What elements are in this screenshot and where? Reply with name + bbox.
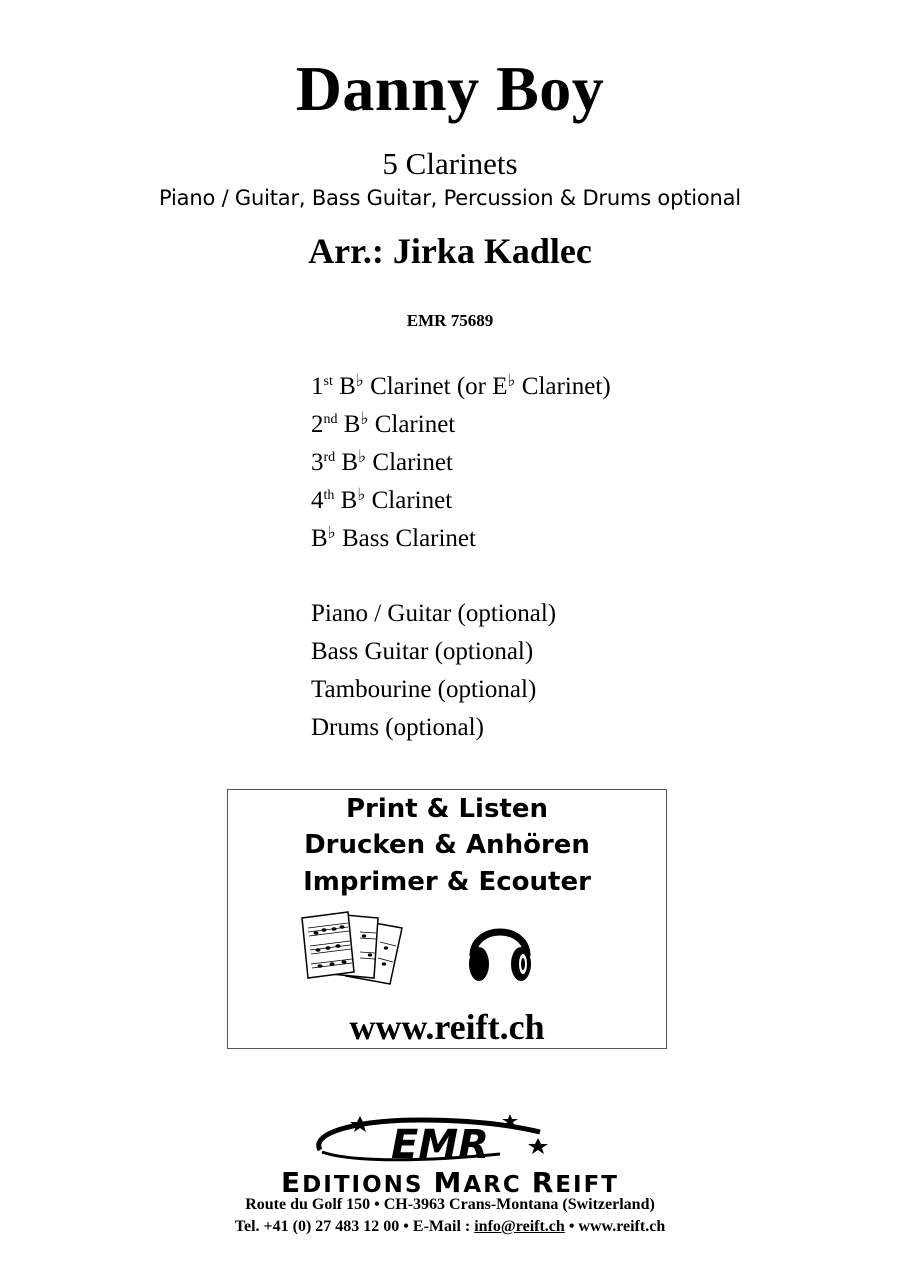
publisher-name: EDITIONS MARC REIFT (281, 1166, 619, 1199)
emr-logo (300, 1110, 600, 1170)
promo-line-en: Print & Listen (345, 794, 549, 824)
headphones-icon (465, 912, 535, 988)
optional-part: Bass Guitar (optional) (311, 638, 534, 665)
page-title: Danny Boy (295, 53, 605, 124)
optional-parts-list (311, 595, 556, 747)
flat-icon: ♭ (507, 371, 516, 390)
email-link[interactable]: info@reift.ch (474, 1218, 565, 1235)
promo-line-de: Drucken & Anhören (304, 830, 590, 860)
publisher-address: Route du Golf 150 • CH-3963 Crans-Montana (Switzerland) (245, 1196, 655, 1213)
part-3rd-clarinet: 3rd B♭ Clarinet (311, 447, 453, 476)
website-link[interactable]: www.reift.ch (349, 1007, 545, 1047)
flat-icon: ♭ (355, 371, 364, 390)
part-bass-clarinet: B♭ Bass Clarinet (311, 523, 476, 552)
arranger: Arr.: Jirka Kadlec (308, 231, 592, 271)
flat-icon: ♭ (327, 523, 336, 542)
optional-part: Tambourine (optional) (311, 676, 537, 703)
print-listen-box (227, 789, 667, 1049)
parts-list (311, 368, 611, 558)
website-text: • www.reift.ch (564, 1218, 666, 1235)
emr-logo-text: EMR (391, 1122, 489, 1168)
promo-line-fr: Imprimer & Ecouter (303, 867, 591, 897)
flat-icon: ♭ (358, 447, 367, 466)
flat-icon: ♭ (360, 409, 369, 428)
sheet-music-icon (298, 908, 410, 988)
optional-part: Drums (optional) (311, 714, 484, 741)
part-1st-clarinet: 1st B♭ Clarinet (or E♭ Clarinet) (311, 371, 611, 400)
publisher-contact: Tel. +41 (0) 27 483 12 00 • E-Mail : info@reift.ch • www.reift.ch (234, 1218, 666, 1235)
flat-icon: ♭ (357, 485, 366, 504)
catalog-number: EMR 75689 (406, 311, 494, 330)
optional-part: Piano / Guitar (optional) (311, 600, 557, 627)
part-2nd-clarinet: 2nd B♭ Clarinet (311, 409, 456, 438)
part-4th-clarinet: 4th B♭ Clarinet (311, 485, 453, 514)
subtitle: 5 Clarinets (382, 146, 518, 181)
optional-instruments-line: Piano / Guitar, Bass Guitar, Percussion & Drums optional (159, 186, 741, 210)
